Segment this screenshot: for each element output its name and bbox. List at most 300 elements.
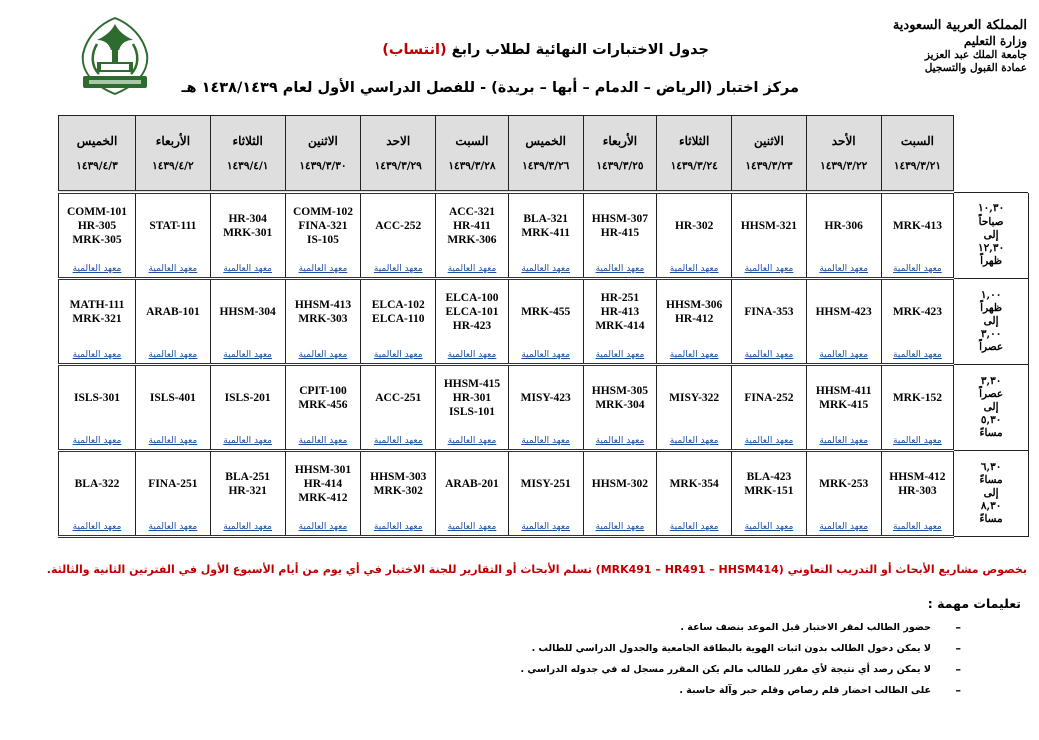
day-header: [806, 116, 881, 193]
institute-link[interactable]: معهد العالمية: [595, 436, 645, 446]
course-code-list: [286, 366, 361, 432]
course-code-list: [657, 194, 731, 260]
course-code-list: [882, 194, 954, 260]
day-date: ١٤٣٩/٤/٣: [76, 160, 118, 172]
institute-link[interactable]: معهد العالمية: [893, 350, 942, 360]
course-code-list: [136, 452, 210, 518]
course-code-list: [807, 452, 881, 518]
day-date: ١٤٣٩/٣/٢١: [893, 160, 941, 172]
course-code-list: [807, 280, 881, 346]
exam-cell: [361, 279, 436, 365]
course-code: HHSM-303: [370, 471, 427, 484]
institute-link[interactable]: معهد العالمية: [72, 436, 122, 446]
institute-link[interactable]: معهد العالمية: [819, 522, 869, 532]
course-code: HR-413: [600, 306, 640, 319]
course-code: HHSM-415: [443, 378, 501, 391]
course-code: ACC-252: [375, 220, 422, 233]
course-code: MRK-414: [595, 319, 645, 332]
course-code: HR-303: [898, 485, 937, 497]
course-code-list: [286, 194, 361, 260]
exam-cell: [732, 192, 807, 279]
exam-cell: [210, 279, 285, 365]
exam-cell: [732, 451, 807, 537]
exam-cell: [806, 365, 881, 451]
course-code: HR-306: [824, 220, 863, 233]
exam-cell: [361, 365, 436, 451]
time-slot-row: [59, 451, 1029, 537]
exam-cell: [285, 279, 361, 365]
course-code: HHSM-305: [591, 385, 649, 398]
course-code-list: [657, 366, 731, 432]
exam-cell: [285, 451, 361, 537]
institute-link[interactable]: معهد العالمية: [373, 264, 423, 274]
institute-link[interactable]: معهد العالمية: [744, 264, 794, 274]
time-slot-line: عصراً: [979, 387, 1004, 400]
time-slot-line: إلى: [983, 486, 999, 499]
time-slot-line: عصراً: [979, 341, 1004, 354]
course-code: HR-321: [228, 485, 267, 497]
exam-cell: [436, 279, 509, 365]
course-code: HR-415: [600, 227, 640, 239]
ministry-line-deanship: عمادة القبول والتسجيل: [924, 62, 1027, 75]
exam-cell: [285, 192, 361, 279]
exam-cell: [508, 279, 583, 365]
institute-link[interactable]: معهد العالمية: [373, 522, 423, 532]
exam-cell: [583, 451, 657, 537]
course-code: MRK-423: [892, 306, 942, 319]
time-slot-line: مساءً: [979, 513, 1003, 526]
day-date: ١٤٣٩/٤/٢: [152, 160, 194, 172]
day-header: [285, 116, 361, 193]
course-code: HHSM-304: [219, 306, 276, 319]
course-code: HHSM-321: [740, 220, 798, 233]
exam-cell: [657, 279, 732, 365]
course-code-list: [584, 366, 657, 432]
institute-link[interactable]: معهد العالمية: [521, 350, 571, 360]
institute-link[interactable]: معهد العالمية: [595, 522, 645, 532]
institute-link[interactable]: معهد العالمية: [298, 522, 348, 532]
institute-link[interactable]: معهد العالمية: [148, 350, 198, 360]
day-header: [210, 116, 285, 193]
exam-cell: [210, 192, 285, 279]
time-slot-line: ١,٠٠: [980, 288, 1002, 301]
course-code: ISLS-101: [448, 405, 495, 418]
institute-link[interactable]: معهد العالمية: [819, 350, 869, 360]
exam-cell: [436, 365, 509, 451]
course-code: ELCA-102: [371, 299, 425, 312]
institute-link[interactable]: معهد العالمية: [373, 350, 423, 360]
exam-cell: [657, 192, 732, 279]
institute-link[interactable]: معهد العالمية: [819, 264, 869, 274]
course-code: MATH-111: [69, 299, 125, 312]
course-code-list: [59, 366, 135, 432]
course-code: MRK-321: [72, 313, 122, 325]
time-slot-line: ٨,٣٠: [980, 500, 1002, 513]
course-code: ARAB-201: [445, 478, 499, 491]
day-header: [881, 116, 954, 193]
time-slot-line: ظهراً: [980, 254, 1003, 267]
day-date: ١٤٣٩/٣/٢٣: [745, 160, 793, 172]
institute-link[interactable]: معهد العالمية: [669, 436, 719, 446]
course-code: IS-105: [306, 233, 339, 246]
institute-link[interactable]: معهد العالمية: [223, 264, 273, 274]
exam-cell: [136, 451, 211, 537]
course-code: HR-412: [674, 313, 714, 325]
course-code: HR-304: [228, 213, 267, 226]
institute-link[interactable]: معهد العالمية: [223, 436, 273, 446]
course-code-list: [807, 366, 881, 432]
schedule-body: [59, 192, 1029, 537]
course-code: MRK-411: [521, 227, 570, 239]
course-code: HHSM-413: [294, 299, 352, 312]
institute-link[interactable]: معهد العالمية: [72, 522, 122, 532]
exam-cell: [361, 451, 436, 537]
day-name: الاثنين: [308, 134, 338, 148]
exam-cell: [436, 192, 509, 279]
exam-cell: [59, 451, 136, 537]
course-code-list: [509, 366, 583, 432]
course-code: FINA-353: [744, 306, 794, 319]
exam-cell: [806, 451, 881, 537]
institute-link[interactable]: معهد العالمية: [521, 264, 571, 274]
course-code: HR-302: [674, 220, 714, 233]
institute-link[interactable]: معهد العالمية: [223, 350, 273, 360]
course-code: STAT-111: [149, 220, 197, 233]
exam-cell: [881, 192, 954, 279]
course-code: MRK-305: [72, 233, 122, 246]
course-code-list: [509, 194, 583, 260]
course-code-list: [584, 194, 657, 260]
time-column-header: [954, 116, 1029, 193]
course-code: BLA-251: [225, 471, 271, 484]
day-name: الاحد: [386, 134, 411, 148]
exam-cell: [508, 451, 583, 537]
institute-link[interactable]: معهد العالمية: [447, 436, 497, 446]
course-code-list: [361, 452, 435, 518]
course-code-list: [807, 194, 881, 260]
institute-link[interactable]: معهد العالمية: [893, 436, 942, 446]
institute-link[interactable]: معهد العالمية: [595, 264, 645, 274]
course-code-list: [59, 194, 135, 260]
course-code: ELCA-101: [445, 306, 499, 319]
course-code-list: [286, 280, 361, 346]
course-code-list: [136, 366, 210, 432]
course-code-list: [882, 452, 954, 518]
course-code: MISY-322: [669, 392, 720, 405]
course-code: MRK-253: [819, 478, 869, 491]
course-code-list: [657, 452, 731, 518]
title-main: جدول الاختبارات النهائية لطلاب رابغ: [451, 42, 709, 58]
course-code: HHSM-302: [591, 478, 649, 491]
course-code: MRK-306: [447, 233, 497, 246]
day-name: الخميس: [525, 134, 566, 148]
course-code: ISLS-401: [149, 392, 196, 405]
instruction-item: – لا يمكن دخول الطالب بدون اثبات الهوية بالبطاقة الجامعية والجدول الدراسي للطالب .: [461, 641, 961, 662]
course-code-list: [584, 452, 657, 518]
time-slot-line: ١٢,٣٠: [978, 241, 1005, 254]
course-code: FINA-252: [744, 392, 794, 405]
course-code: COMM-101: [66, 206, 128, 219]
course-code: HHSM-306: [666, 299, 723, 312]
course-code-list: [136, 194, 210, 260]
institute-link[interactable]: معهد العالمية: [447, 522, 497, 532]
instructions-list: [461, 620, 961, 704]
day-header: [436, 116, 509, 193]
time-slot-line: إلى: [983, 400, 999, 413]
course-code: ACC-321: [448, 206, 495, 219]
day-name: الأحد: [831, 134, 856, 148]
exam-schedule-table: [58, 115, 1029, 538]
time-slot-line: ظهراً: [980, 301, 1003, 314]
time-slot-row: [59, 192, 1029, 279]
exam-cell: [361, 192, 436, 279]
course-code-list: [361, 366, 435, 432]
course-code: ISLS-301: [73, 392, 121, 405]
course-code: MISY-251: [520, 478, 571, 491]
exam-cell: [436, 451, 509, 537]
exam-cell: [508, 192, 583, 279]
course-code: FINA-251: [148, 478, 198, 491]
course-code-list: [882, 366, 954, 432]
institute-link[interactable]: معهد العالمية: [72, 350, 122, 360]
course-code: HR-301: [452, 392, 492, 405]
exam-cell: [285, 365, 361, 451]
exam-cell: [881, 451, 954, 537]
course-code: MRK-302: [373, 485, 423, 497]
exam-cell: [806, 279, 881, 365]
time-slot-line: ٦,٣٠: [980, 460, 1002, 473]
time-slot-label: [954, 451, 1029, 537]
institute-link[interactable]: معهد العالمية: [298, 350, 348, 360]
institute-link[interactable]: معهد العالمية: [148, 436, 198, 446]
ministry-line-ministry: وزارة التعليم: [963, 34, 1027, 49]
day-date: ١٤٣٩/٣/٢٤: [670, 160, 718, 172]
course-code-list: [361, 194, 435, 260]
course-code-list: [732, 280, 806, 346]
course-code-list: [211, 366, 285, 432]
day-date: ١٤٣٩/٣/٢٢: [820, 160, 868, 172]
institute-link[interactable]: معهد العالمية: [893, 264, 942, 274]
course-code: MRK-456: [298, 399, 348, 411]
institute-link[interactable]: معهد العالمية: [893, 522, 942, 532]
time-slot-line: مساءً: [979, 473, 1003, 486]
course-code: HR-251: [600, 292, 640, 305]
exam-cell: [59, 192, 136, 279]
course-code: FINA-321: [298, 220, 348, 233]
exam-cell: [583, 279, 657, 365]
institute-link[interactable]: معهد العالمية: [521, 522, 571, 532]
exam-cell: [583, 365, 657, 451]
exam-cell: [657, 365, 732, 451]
course-code-list: [732, 452, 806, 518]
course-code-list: [436, 452, 508, 518]
course-code: BLA-321: [523, 213, 569, 226]
course-code: MRK-304: [595, 399, 645, 411]
exam-cell: [881, 279, 954, 365]
day-header: [361, 116, 436, 193]
course-code: HHSM-412: [889, 471, 946, 484]
course-code: HHSM-411: [815, 385, 872, 398]
day-header: [508, 116, 583, 193]
course-code: COMM-102: [292, 206, 353, 219]
course-code: HR-305: [77, 220, 117, 233]
institute-link[interactable]: معهد العالمية: [595, 350, 645, 360]
time-slot-row: [59, 279, 1029, 365]
course-code: ARAB-101: [146, 306, 200, 319]
institute-link[interactable]: معهد العالمية: [223, 522, 273, 532]
time-slot-line: ٣,٣٠: [980, 374, 1002, 387]
institute-link[interactable]: معهد العالمية: [669, 522, 719, 532]
day-name: الأربعاء: [155, 134, 191, 148]
course-code-list: [211, 194, 285, 260]
time-slot-line: ١٠,٣٠: [978, 202, 1005, 215]
course-code: HHSM-307: [591, 213, 649, 226]
course-code-list: [436, 366, 508, 432]
day-date: ١٤٣٩/٤/١: [226, 160, 269, 172]
research-notice: بخصوص مشاريع الأبحاث أو التدريب التعاوني (MRK491 – HR491 – HHSM414) تسلم الأبحاث أو التقارير للجنة الاختبار في أي يوم من أيام الأسبوع الأول في الفترتين الثانية والثالثة.: [46, 563, 1027, 576]
course-code: CPIT-100: [299, 385, 347, 398]
institute-link[interactable]: معهد العالمية: [521, 436, 571, 446]
instruction-item: – على الطالب احضار قلم رصاص وقلم حبر وآلة حاسبة .: [461, 683, 961, 704]
course-code-list: [436, 194, 508, 260]
exam-cell: [806, 192, 881, 279]
exam-cell: [136, 279, 211, 365]
institute-link[interactable]: معهد العالمية: [72, 264, 122, 274]
day-header: [59, 116, 136, 193]
day-date: ١٤٣٩/٣/٢٥: [596, 160, 644, 172]
day-header: [136, 116, 211, 193]
course-code: MRK-301: [223, 227, 273, 239]
institute-link[interactable]: معهد العالمية: [148, 522, 198, 532]
time-slot-line: مساءً: [979, 427, 1003, 440]
instruction-item: – حضور الطالب لمقر الاختبار قبل الموعد بنصف ساعة .: [461, 620, 961, 641]
course-code: MRK-303: [298, 313, 348, 325]
exam-cell: [732, 279, 807, 365]
day-header: [657, 116, 732, 193]
day-header: [732, 116, 807, 193]
institute-link[interactable]: معهد العالمية: [148, 264, 198, 274]
institute-link[interactable]: معهد العالمية: [744, 436, 794, 446]
exam-cell: [210, 365, 285, 451]
course-code-list: [211, 452, 285, 518]
exam-cell: [136, 192, 211, 279]
course-code-list: [882, 280, 954, 346]
course-code-list: [732, 194, 806, 260]
day-header-row: [59, 116, 1029, 193]
course-code: MRK-354: [669, 478, 719, 491]
time-slot-label: [954, 365, 1029, 451]
course-code-list: [436, 280, 508, 346]
exam-cell: [59, 279, 136, 365]
course-code: BLA-423: [746, 471, 792, 484]
day-date: ١٤٣٩/٣/٢٨: [448, 160, 496, 172]
exam-cell: [657, 451, 732, 537]
day-name: الأربعاء: [602, 134, 638, 148]
time-slot-label: [954, 279, 1029, 365]
course-code-list: [509, 280, 583, 346]
institute-link[interactable]: معهد العالمية: [744, 350, 794, 360]
course-code: ACC-251: [375, 392, 422, 405]
course-code-list: [59, 280, 135, 346]
page-title: [382, 42, 709, 58]
course-code: BLA-322: [74, 478, 120, 491]
time-slot-line: ٥,٣٠: [980, 414, 1002, 427]
course-code: MRK-455: [521, 306, 571, 319]
exam-cell: [881, 365, 954, 451]
course-code: ELCA-100: [445, 292, 499, 305]
institute-link[interactable]: معهد العالمية: [669, 350, 719, 360]
ministry-header: [827, 18, 1027, 76]
course-code-list: [657, 280, 731, 346]
exam-cell: [210, 451, 285, 537]
course-code-list: [59, 452, 135, 518]
exam-cell: [508, 365, 583, 451]
exam-cell: [59, 365, 136, 451]
day-name: السبت: [455, 134, 489, 148]
institute-link[interactable]: معهد العالمية: [669, 264, 719, 274]
exam-cell: [583, 192, 657, 279]
course-code: HR-423: [452, 319, 492, 332]
course-code-list: [136, 280, 210, 346]
course-code-list: [732, 366, 806, 432]
exam-cell: [732, 365, 807, 451]
course-code: MRK-412: [298, 491, 348, 504]
course-code-list: [584, 280, 657, 346]
course-code: MRK-415: [819, 399, 869, 411]
instructions-title: تعليمات مهمة :: [927, 596, 1021, 611]
course-code-list: [509, 452, 583, 518]
institute-link[interactable]: معهد العالمية: [447, 264, 497, 274]
course-code-list: [361, 280, 435, 346]
day-header: [583, 116, 657, 193]
course-code: MISY-423: [520, 392, 571, 405]
time-slot-label: [954, 192, 1029, 279]
instruction-item: – لا يمكن رصد أي نتيجة لأي مقرر للطالب مالم يكن المقرر مسجل له في جدوله الدراسي .: [461, 662, 961, 683]
course-code-list: [211, 280, 285, 346]
institute-link[interactable]: معهد العالمية: [298, 436, 348, 446]
time-slot-line: ٣,٠٠: [980, 328, 1002, 341]
page-subtitle: مركز اختبار (الرياض – الدمام – أبها – بريدة) - للفصل الدراسي الأول لعام ١٤٣٨/١٤٣٩ هـ: [181, 80, 799, 96]
course-code: ELCA-110: [372, 313, 425, 325]
course-code: MRK-413: [892, 220, 942, 233]
time-slot-line: صباحاً: [978, 215, 1004, 228]
institute-link[interactable]: معهد العالمية: [819, 436, 869, 446]
day-name: السبت: [900, 134, 934, 148]
course-code: MRK-151: [744, 485, 794, 497]
course-code: HHSM-301: [294, 464, 352, 477]
day-name: الخميس: [76, 134, 118, 148]
ministry-line-university: جامعة الملك عبد العزيز: [924, 49, 1027, 62]
course-code: HHSM-423: [815, 306, 872, 319]
day-name: الثلاثاء: [232, 134, 263, 148]
day-date: ١٤٣٩/٣/٣٠: [299, 160, 347, 172]
time-slot-row: [59, 365, 1029, 451]
course-code: HR-414: [303, 478, 343, 491]
exam-schedule: [58, 115, 1029, 555]
institute-link[interactable]: معهد العالمية: [373, 436, 423, 446]
day-date: ١٤٣٩/٣/٢٩: [374, 160, 422, 172]
time-slot-line: إلى: [983, 228, 999, 241]
course-code: MRK-152: [892, 392, 942, 405]
institute-link[interactable]: معهد العالمية: [447, 350, 497, 360]
title-highlight: (انتساب): [382, 42, 447, 58]
ministry-line-kingdom: المملكة العربية السعودية: [892, 18, 1027, 33]
day-name: الاثنين: [753, 134, 784, 148]
institute-link[interactable]: معهد العالمية: [744, 522, 794, 532]
course-code: ISLS-201: [224, 392, 271, 405]
day-name: الثلاثاء: [678, 134, 710, 148]
institute-link[interactable]: معهد العالمية: [298, 264, 348, 274]
